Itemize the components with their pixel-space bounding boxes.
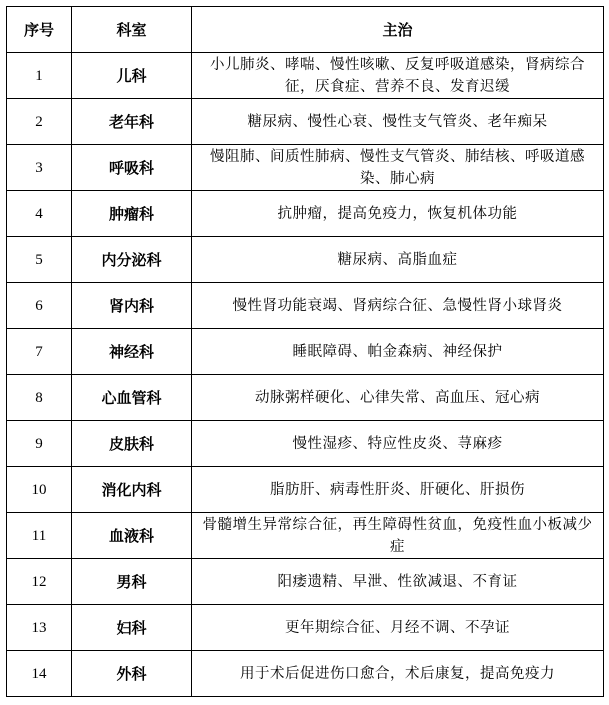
row-number: 1 [7,53,72,99]
table-row [7,237,604,283]
row-treatment: 小儿肺炎、哮喘、慢性咳嗽、反复呼吸道感染，肾病综合征，厌食症、营养不良、发育迟缓 [192,53,604,99]
row-treatment: 糖尿病、慢性心衰、慢性支气管炎、老年痴呆 [192,99,604,145]
row-department: 男科 [72,559,192,605]
row-department: 老年科 [72,99,192,145]
row-treatment: 慢性湿疹、特应性皮炎、荨麻疹 [192,421,604,467]
row-treatment: 抗肿瘤，提高免疫力，恢复机体功能 [192,191,604,237]
row-number: 2 [7,99,72,145]
table-row [7,513,604,559]
header-treatment: 主治 [192,7,604,53]
row-department: 消化内科 [72,467,192,513]
row-treatment: 脂肪肝、病毒性肝炎、肝硬化、肝损伤 [192,467,604,513]
row-number: 7 [7,329,72,375]
header-number: 序号 [7,7,72,53]
row-number: 13 [7,605,72,651]
row-number: 3 [7,145,72,191]
table-row [7,283,604,329]
row-department: 神经科 [72,329,192,375]
row-department: 呼吸科 [72,145,192,191]
table-row [7,145,604,191]
row-number: 4 [7,191,72,237]
row-number: 8 [7,375,72,421]
table-row [7,191,604,237]
table-row [7,53,604,99]
row-treatment: 用于术后促进伤口愈合，术后康复，提高免疫力 [192,651,604,697]
header-department: 科室 [72,7,192,53]
table-row [7,375,604,421]
row-number: 6 [7,283,72,329]
table-row [7,559,604,605]
row-number: 10 [7,467,72,513]
row-number: 12 [7,559,72,605]
row-department: 皮肤科 [72,421,192,467]
row-treatment: 骨髓增生异常综合征，再生障碍性贫血，免疫性血小板减少症 [192,513,604,559]
table-row [7,329,604,375]
row-department: 肾内科 [72,283,192,329]
row-department: 心血管科 [72,375,192,421]
row-treatment: 睡眠障碍、帕金森病、神经保护 [192,329,604,375]
row-treatment: 慢阻肺、间质性肺病、慢性支气管炎、肺结核、呼吸道感染、肺心病 [192,145,604,191]
table-row [7,421,604,467]
department-treatment-table [6,6,604,697]
row-treatment: 慢性肾功能衰竭、肾病综合征、急慢性肾小球肾炎 [192,283,604,329]
table-row [7,651,604,697]
row-department: 内分泌科 [72,237,192,283]
row-treatment: 阳痿遗精、早泄、性欲减退、不育证 [192,559,604,605]
row-department: 血液科 [72,513,192,559]
table-row [7,605,604,651]
table-row [7,467,604,513]
table-header-row [7,7,604,53]
row-number: 5 [7,237,72,283]
row-department: 妇科 [72,605,192,651]
row-treatment: 更年期综合征、月经不调、不孕证 [192,605,604,651]
row-treatment: 动脉粥样硬化、心律失常、高血压、冠心病 [192,375,604,421]
row-treatment: 糖尿病、高脂血症 [192,237,604,283]
row-department: 肿瘤科 [72,191,192,237]
row-number: 14 [7,651,72,697]
row-department: 外科 [72,651,192,697]
table-row [7,99,604,145]
row-number: 9 [7,421,72,467]
row-number: 11 [7,513,72,559]
row-department: 儿科 [72,53,192,99]
